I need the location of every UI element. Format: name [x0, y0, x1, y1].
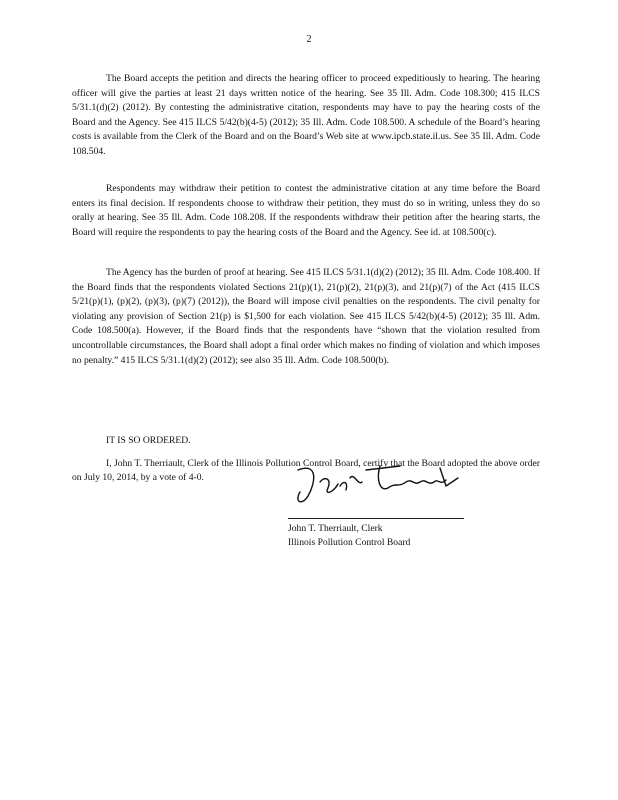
signer-block [288, 522, 410, 550]
paragraph-withdrawal: Respondents may withdraw their petition to contest the administrative citation at any time before the Board enters its final decision. If respondents choose to withdraw their petition, they must do so in writing, unless they do so orally at hearing. See 35 Ill. Adm. Code 108.208. If the respondents withdraw their petition after the hearing starts, the Board will require the respondents to pay the hearing costs of the Board and the Agency. See id. at 108.500(c). [72, 183, 540, 238]
clerk-certification: I, John T. Therriault, Clerk of the Illinois Pollution Control Board, certify that the Board adopted the above order on July 10, 2014, by a vote of 4-0. [72, 457, 540, 484]
page-number: 2 [306, 34, 312, 45]
handwritten-signature [288, 452, 468, 516]
signer-organization: Illinois Pollution Control Board [288, 537, 411, 548]
paragraph-hearing: The Board accepts the petition and directs the hearing officer to proceed expeditiously to hearing. The hearing officer will give the parties at least 21 days written notice of the hearing. See 35 Ill. Adm. Code 108.300; 415 ILCS 5/31.1(d)(2) (2012). By contesting the administrative citation, respondents may have to pay the hearing costs of the Board and the Agency. See 415 ILCS 5/42(b)(4-5) (2012); 35 Ill. Adm. Code 108.500. A schedule of the Board’s hearing costs is available from the Clerk of the Board and on the Board’s Web site at www.ipcb.state.il.us. See 35 Ill. Adm. Code 108.504. [72, 73, 540, 157]
so-ordered: IT IS SO ORDERED. [106, 435, 191, 446]
signer-name: John T. Therriault, Clerk [288, 523, 383, 534]
signature-line [288, 518, 464, 519]
paragraph-burden-of-proof: The Agency has the burden of proof at hearing. See 415 ILCS 5/31.1(d)(2) (2012); 35 Ill. Adm. Code 108.400. If the Board finds that the respondents violated Sections 21(p)(1), 21(p)(2), 21(p)(3), and 21(p)(7) of the Act (415 ILCS 5/21(p)(1), (p)(2), (p)(3), (p)(7) (2012)), the Board will impose civil penalties on the respondents. The civil penalty for violating any provision of Section 21(p) is $1,500 for each violation. See 415 ILCS 5/42(b)(4-5) (2012); 35 Ill. Adm. Code 108.500(a). However, if the Board finds that the respondents have “shown that the violation resulted from uncontrollable circumstances, the Board shall adopt a final order which makes no finding of violation and which imposes no penalty.” 415 ILCS 5/31.1(d)(2) (2012); see also 35 Ill. Adm. Code 108.500(b). [72, 267, 540, 366]
